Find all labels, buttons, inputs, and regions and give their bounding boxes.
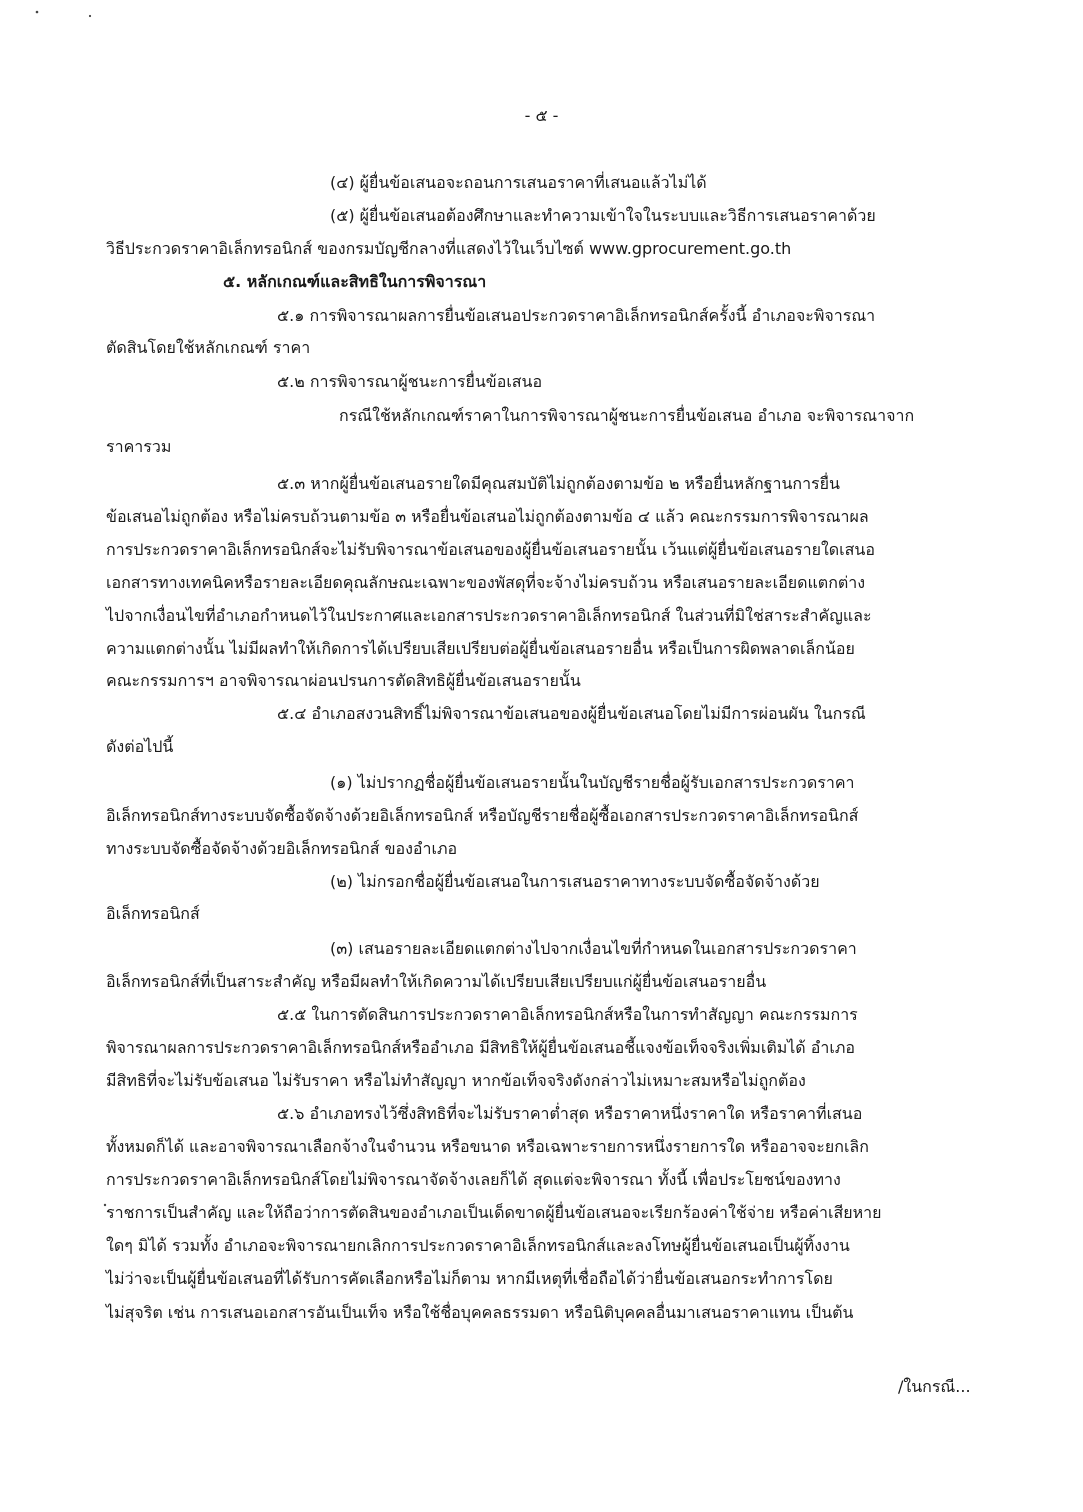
clause-5-6: ๕.๖ อำเภอทรงไว้ซึ่งสิทธิที่จะไม่รับราคาต่ำสุด หรือราคาหนึ่งราคาใด หรือราคาที่เสนอ bbox=[277, 1104, 863, 1123]
text-line: ไม่สุจริต เช่น การเสนอเอกสารอันเป็นเท็จ หรือใช้ชื่อบุคคลธรรมดา หรือนิติบุคคลอื่นมาเสนอราคาแทน เป็นต้น bbox=[106, 1303, 854, 1322]
continuation-note: /ในกรณี... bbox=[898, 1377, 971, 1396]
text-line: ราคารวม bbox=[106, 437, 172, 456]
text-line: เอกสารทางเทคนิคหรือรายละเอียดคุณลักษณะเฉพาะของพัสดุที่จะจ้างไม่ครบถ้วน หรือเสนอรายละเอียดแตกต่าง bbox=[106, 573, 866, 592]
text-line: ทางระบบจัดซื้อจัดจ้างด้วยอิเล็กทรอนิกส์ ของอำเภอ bbox=[106, 839, 458, 858]
scan-dot bbox=[36, 11, 39, 14]
page-number: - ๕ - bbox=[524, 106, 559, 125]
text-line: ข้อเสนอไม่ถูกต้อง หรือไม่ครบถ้วนตามข้อ ๓ หรือยื่นข้อเสนอไม่ถูกต้องตามข้อ ๔ แล้ว คณะกรรมการพิจารณาผล bbox=[106, 507, 869, 526]
text-line: พิจารณาผลการประกวดราคาอิเล็กทรอนิกส์หรืออำเภอ มีสิทธิให้ผู้ยื่นข้อเสนอชี้แจงข้อเท็จจริงเพิ่มเติมได้ อำเภอ bbox=[106, 1038, 855, 1057]
clause-5-5: ๕.๕ ในการตัดสินการประกวดราคาอิเล็กทรอนิกส์หรือในการทำสัญญา คณะกรรมการ bbox=[277, 1005, 858, 1024]
text-line: ไปจากเงื่อนไขที่อำเภอกำหนดไว้ในประกาศและเอกสารประกวดราคาอิเล็กทรอนิกส์ ในส่วนที่มิใช่สาระสำคัญและ bbox=[106, 606, 872, 625]
clause-5-4-1: (๑) ไม่ปรากฏชื่อผู้ยื่นข้อเสนอรายนั้นในบัญชีรายชื่อผู้รับเอกสารประกวดราคา bbox=[330, 773, 855, 792]
clause-5-4-3: (๓) เสนอรายละเอียดแตกต่างไปจากเงื่อนไขที่กำหนดในเอกสารประกวดราคา bbox=[330, 939, 857, 958]
text-line: การประกวดราคาอิเล็กทรอนิกส์โดยไม่พิจารณาจัดจ้างเลยก็ได้ สุดแต่จะพิจารณา ทั้งนี้ เพื่อประโยชน์ของทาง bbox=[106, 1170, 841, 1189]
clause-4-5: (๕) ผู้ยื่นข้อเสนอต้องศึกษาและทำความเข้าใจในระบบและวิธีการเสนอราคาด้วย bbox=[330, 206, 876, 225]
scan-dot bbox=[89, 15, 91, 17]
clause-4-4: (๔) ผู้ยื่นข้อเสนอจะถอนการเสนอราคาที่เสนอแล้วไม่ได้ bbox=[330, 173, 707, 192]
section-5-heading: ๕. หลักเกณฑ์และสิทธิในการพิจารณา bbox=[223, 272, 487, 291]
clause-5-4: ๕.๔ อำเภอสงวนสิทธิ์ไม่พิจารณาข้อเสนอของผู้ยื่นข้อเสนอโดยไม่มีการผ่อนผัน ในกรณี bbox=[277, 704, 866, 723]
text-line: ความแตกต่างนั้น ไม่มีผลทำให้เกิดการได้เปรียบเสียเปรียบต่อผู้ยื่นข้อเสนอรายอื่น หรือเป็นการผิดพลาดเล็กน้อย bbox=[106, 639, 855, 658]
text-line: ใดๆ มิได้ รวมทั้ง อำเภอจะพิจารณายกเลิกการประกวดราคาอิเล็กทรอนิกส์และลงโทษผู้ยื่นข้อเสนอเป็นผู้ทิ้งงาน bbox=[106, 1236, 850, 1255]
text-line: ทั้งหมดก็ได้ และอาจพิจารณาเลือกจ้างในจำนวน หรือขนาด หรือเฉพาะรายการหนึ่งรายการใด หรืออาจจะยกเลิก bbox=[106, 1137, 869, 1156]
text-line: ตัดสินโดยใช้หลักเกณฑ์ ราคา bbox=[106, 338, 311, 357]
text-line: กรณีใช้หลักเกณฑ์ราคาในการพิจารณาผู้ชนะการยื่นข้อเสนอ อำเภอ จะพิจารณาจาก bbox=[339, 406, 915, 425]
clause-5-1: ๕.๑ การพิจารณาผลการยื่นข้อเสนอประกวดราคาอิเล็กทรอนิกส์ครั้งนี้ อำเภอจะพิจารณา bbox=[277, 306, 876, 325]
text-line: อิเล็กทรอนิกส์ทางระบบจัดซื้อจัดจ้างด้วยอิเล็กทรอนิกส์ หรือบัญชีรายชื่อผู้ซื้อเอกสารประกวดราคาอิเล็กทรอนิกส์ bbox=[106, 806, 859, 825]
text-line: อิเล็กทรอนิกส์ bbox=[106, 904, 200, 923]
text-line: ราชการเป็นสำคัญ และให้ถือว่าการตัดสินของอำเภอเป็นเด็ดขาดผู้ยื่นข้อเสนอจะเรียกร้องค่าใช้จ่าย หรือค่าเสียหาย bbox=[106, 1203, 882, 1222]
clause-5-3: ๕.๓ หากผู้ยื่นข้อเสนอรายใดมีคุณสมบัติไม่ถูกต้องตามข้อ ๒ หรือยื่นหลักฐานการยื่น bbox=[277, 474, 840, 493]
text-line: ดังต่อไปนี้ bbox=[106, 737, 174, 756]
clause-5-2: ๕.๒ การพิจารณาผู้ชนะการยื่นข้อเสนอ bbox=[277, 372, 543, 391]
text-line: อิเล็กทรอนิกส์ที่เป็นสาระสำคัญ หรือมีผลทำให้เกิดความได้เปรียบเสียเปรียบแก่ผู้ยื่นข้อเสนอรายอื่น bbox=[106, 972, 767, 991]
text-line: ไม่ว่าจะเป็นผู้ยื่นข้อเสนอที่ได้รับการคัดเลือกหรือไม่ก็ตาม หากมีเหตุที่เชื่อถือได้ว่ายื่นข้อเสนอกระทำการโดย bbox=[106, 1269, 833, 1288]
text-line: คณะกรรมการฯ อาจพิจารณาผ่อนปรนการตัดสิทธิผู้ยื่นข้อเสนอรายนั้น bbox=[106, 671, 581, 690]
clause-5-4-2: (๒) ไม่กรอกชื่อผู้ยื่นข้อเสนอในการเสนอราคาทางระบบจัดซื้อจัดจ้างด้วย bbox=[330, 872, 820, 891]
text-line: วิธีประกวดราคาอิเล็กทรอนิกส์ ของกรมบัญชีกลางที่แสดงไว้ในเว็บไซต์ www.gprocurement.go.th bbox=[106, 239, 792, 258]
text-line: มีสิทธิที่จะไม่รับข้อเสนอ ไม่รับราคา หรือไม่ทำสัญญา หากข้อเท็จจริงดังกล่าวไม่เหมาะสมหรือไม่ถูกต้อง bbox=[106, 1071, 806, 1090]
text-line: การประกวดราคาอิเล็กทรอนิกส์จะไม่รับพิจารณาข้อเสนอของผู้ยื่นข้อเสนอรายนั้น เว้นแต่ผู้ยื่นข้อเสนอรายใดเสนอ bbox=[106, 540, 875, 559]
